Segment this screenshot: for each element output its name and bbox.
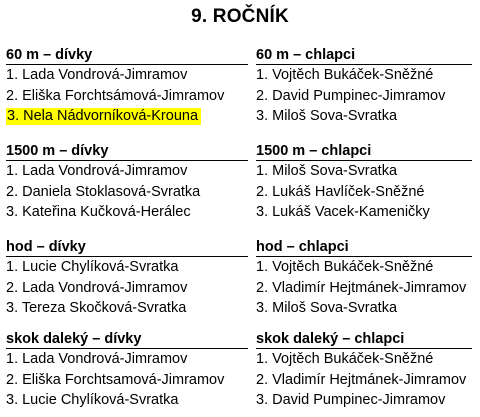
result-entry: 3. David Pumpinec-Jimramov	[256, 392, 446, 408]
result-entry: 3. Lucie Chylíková-Svratka	[6, 392, 179, 408]
result-entry: 1. Miloš Sova-Svratka	[256, 163, 398, 179]
section-heading-boys: 60 m – chlapci	[256, 47, 356, 63]
result-entry: 2. Vladimír Hejtmánek-Jimramov	[256, 371, 467, 388]
result-entry: 3. Kateřina Kučková-Herálec	[6, 204, 191, 220]
result-entry: 1. Vojtěch Bukáček-Sněžné	[256, 259, 434, 275]
section-heading-boys: 1500 m – chlapci	[256, 143, 372, 159]
section-heading-boys: hod – chlapci	[256, 239, 349, 255]
result-entry: 1. Vojtěch Bukáček-Sněžné	[256, 351, 434, 367]
page-title: 9. ROČNÍK	[191, 6, 289, 27]
result-entry-highlighted	[6, 106, 246, 127]
boys-column	[256, 45, 480, 127]
girls-column	[6, 237, 246, 319]
section-heading-girls: skok daleký – dívky	[6, 331, 142, 347]
result-entry: 2. Lada Vondrová-Jimramov	[6, 279, 188, 296]
result-entry: 2. Eliška Forchtsamová-Jimramov	[6, 371, 225, 388]
section-heading-girls: hod – dívky	[6, 239, 86, 255]
girls-column	[6, 141, 246, 223]
result-entry: 1. Vojtěch Bukáček-Sněžné	[256, 67, 434, 83]
result-entry: 1. Lucie Chylíková-Svratka	[6, 259, 179, 275]
results-section-hod	[0, 237, 480, 323]
boys-column	[256, 141, 480, 223]
result-entry: 2. Eliška Forchtsámová-Jimramov	[6, 87, 225, 104]
result-entry: 1. Lada Vondrová-Jimramov	[6, 351, 188, 367]
results-section-60m	[0, 45, 480, 131]
result-entry: 1. Lada Vondrová-Jimramov	[6, 67, 188, 83]
result-entry: 3. Tereza Skočková-Svratka	[6, 300, 187, 316]
result-entry: 3. Lukáš Vacek-Kameničky	[256, 204, 430, 220]
results-section-1500m	[0, 141, 480, 227]
result-entry: 3. Miloš Sova-Svratka	[256, 300, 398, 316]
highlight-marker: 3. Nela Nádvorníková-Krouna	[6, 108, 201, 125]
section-heading-boys: skok daleký – chlapci	[256, 331, 405, 347]
boys-column	[256, 329, 480, 411]
result-entry: 2. Lukáš Havlíček-Sněžné	[256, 183, 425, 200]
girls-column	[6, 329, 246, 411]
results-section-skok-daleky	[0, 329, 480, 415]
section-heading-girls: 60 m – dívky	[6, 47, 93, 63]
result-entry: 2. Daniela Stoklasová-Svratka	[6, 183, 201, 200]
section-heading-girls: 1500 m – dívky	[6, 143, 109, 159]
result-entry: 1. Lada Vondrová-Jimramov	[6, 163, 188, 179]
result-entry: 3. Miloš Sova-Svratka	[256, 108, 398, 124]
result-entry: 2. Vladimír Hejtmánek-Jimramov	[256, 279, 467, 296]
boys-column	[256, 237, 480, 319]
girls-column	[6, 45, 246, 127]
result-entry: 2. David Pumpinec-Jimramov	[256, 87, 446, 104]
